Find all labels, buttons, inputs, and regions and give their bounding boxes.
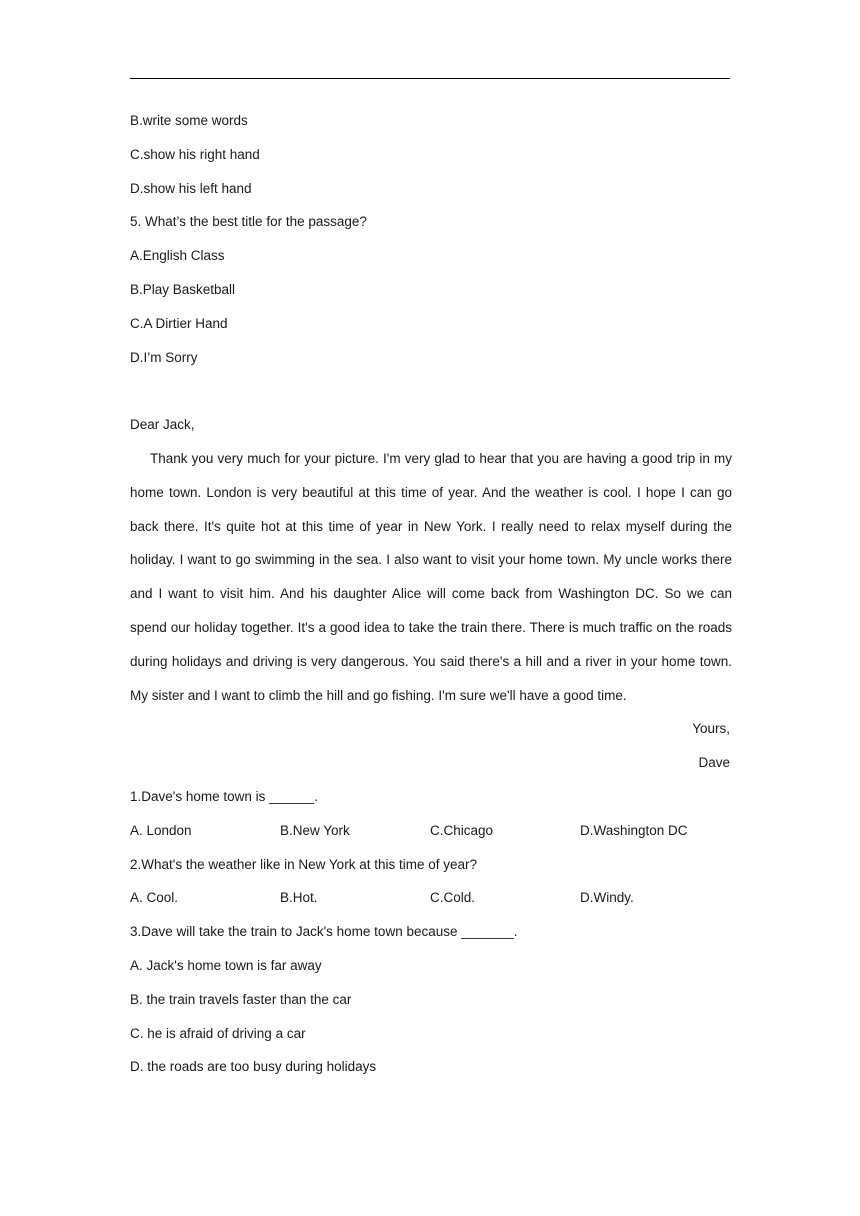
q4-option-c: C.show his right hand: [130, 146, 260, 162]
q4-option-b: B.write some words: [130, 113, 248, 128]
question-1-option-a: A. London: [130, 822, 192, 838]
page-content: [130, 104, 732, 1084]
question-1-option-d: D.Washington DC: [580, 822, 688, 838]
question-1-option-b: B.New York: [280, 822, 350, 838]
question-2-option-a: A. Cool.: [130, 890, 179, 906]
question-1-option-c: C.Chicago: [430, 822, 494, 838]
letter-closing: Yours,: [692, 721, 730, 737]
letter-greeting: Dear Jack,: [130, 417, 195, 433]
q5-option-c: C.A Dirtier Hand: [130, 315, 228, 331]
q4-option-d: D.show his left hand: [130, 180, 252, 196]
question-2-option-c: C.Cold.: [430, 890, 476, 906]
header-rule: [130, 78, 730, 79]
question-3-option-d: D. the roads are too busy during holidays: [130, 1059, 377, 1075]
q5-option-a: A.English Class: [130, 248, 225, 264]
question-2-option-d: D.Windy.: [580, 890, 634, 906]
question-3: 3.Dave will take the train to Jack's home town because _______.: [130, 924, 518, 940]
q5-option-b: B.Play Basketball: [130, 281, 236, 297]
question-1: 1.Dave's home town is ______.: [130, 788, 318, 804]
q5-question: 5. What’s the best title for the passage?: [130, 214, 367, 230]
question-3-option-a: A. Jack's home town is far away: [130, 957, 322, 973]
section-spacer: [130, 374, 732, 408]
question-2: 2.What's the weather like in New York at this time of year?: [130, 856, 477, 872]
q5-option-d: D.I’m Sorry: [130, 349, 198, 365]
question-2-options: [130, 881, 732, 915]
question-2-option-b: B.Hot.: [280, 890, 318, 906]
question-3-option-b: B. the train travels faster than the car: [130, 991, 352, 1007]
question-1-options: [130, 814, 732, 848]
letter-signature: Dave: [698, 755, 730, 771]
letter-body: Thank you very much for your picture. I'm very glad to hear that you are having a good trip in my home town. London is very beautiful at this time of year. And the weather is cool. I hope I can go back there. It's quite hot at this time of year in New York. I really need to relax myself during the holiday. I want to go swimming in the sea. I also want to visit your home town. My uncle works there and I want to visit him. And his daughter Alice will come back from Washington DC. So we can spend our holiday together. It's a good idea to take the train there. There is much traffic on the roads during holidays and driving is very dangerous. You said there's a hill and a river in your home town. My sister and I want to climb the hill and go fishing. I'm sure we'll have a good time.: [130, 450, 732, 703]
question-3-option-c: C. he is afraid of driving a car: [130, 1025, 306, 1041]
